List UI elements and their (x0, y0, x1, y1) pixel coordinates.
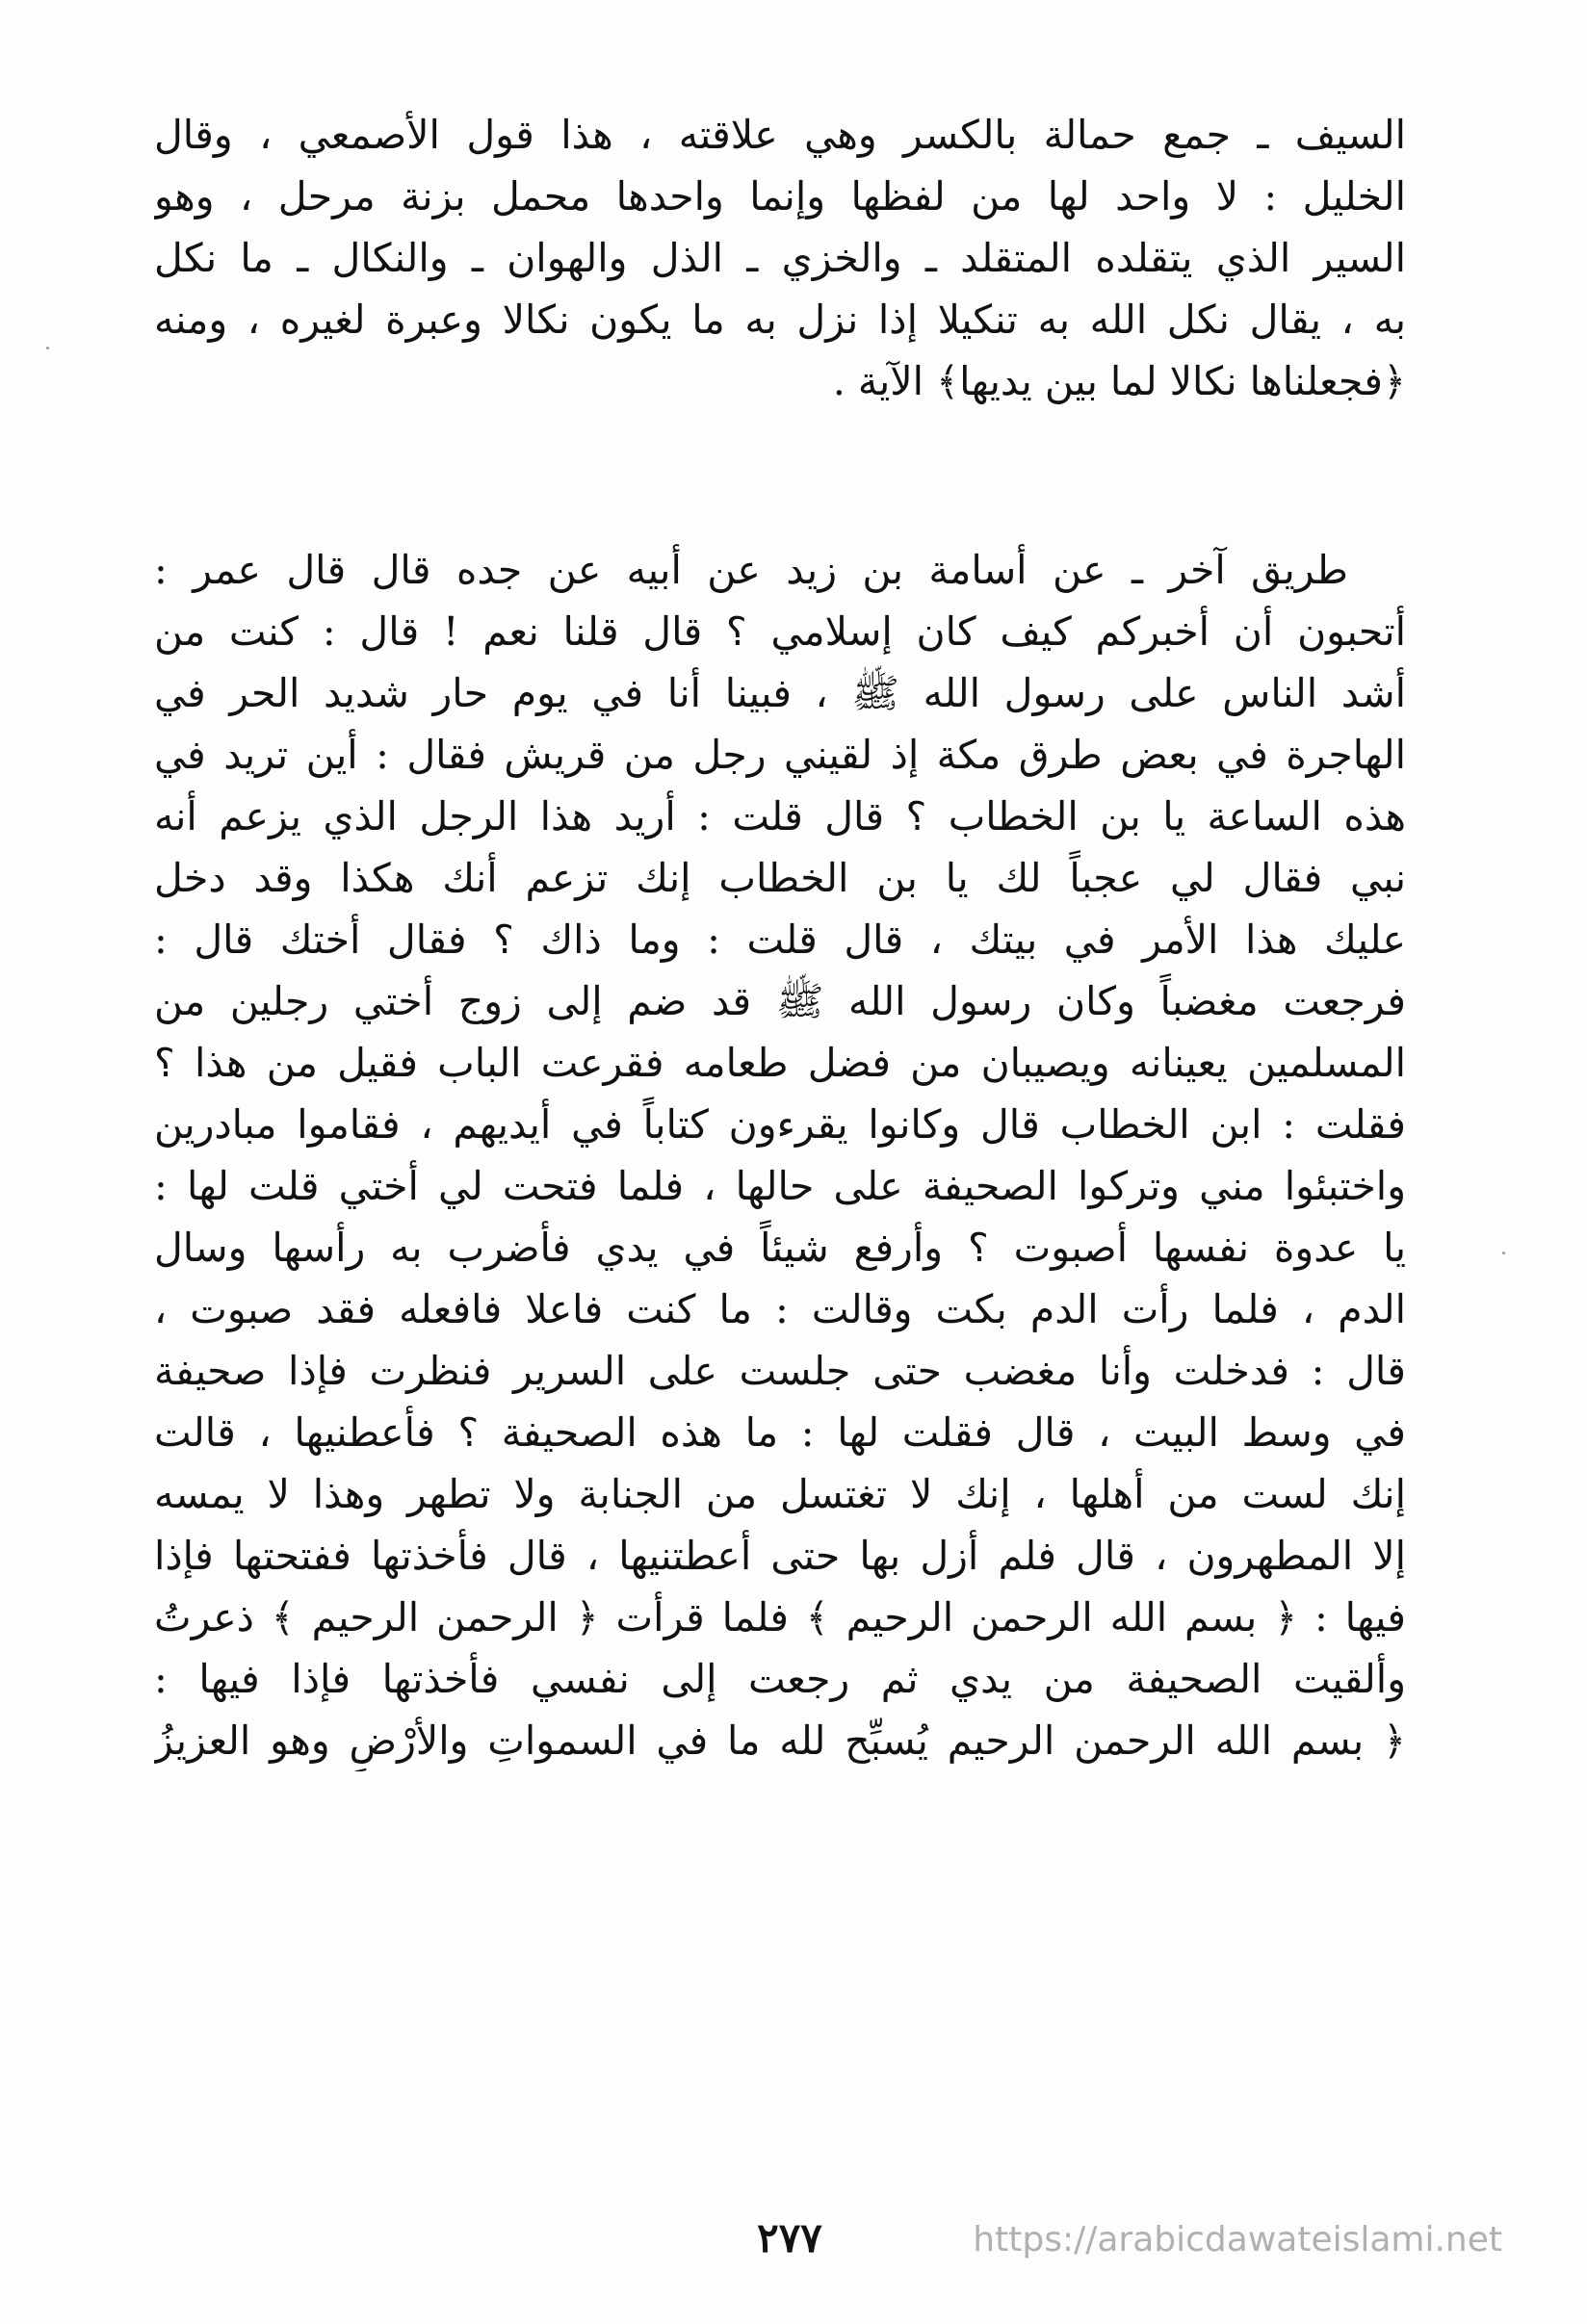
text-line: طريق آخر ـ عن أسامة بن زيد عن أبيه عن جده قال قال عمر : (154, 547, 1348, 593)
text-line: فقلت : ابن الخطاب قال وكانوا يقرءون كتاباً في أيديهم ، فقاموا مبادرين (154, 1101, 1406, 1148)
text-line: ﴿فجعلناها نكالا لما بين يديها﴾ الآية . (832, 358, 1406, 404)
text-line: الدم ، فلما رأت الدم بكت وقالت : ما كنت فاعلا فافعله فقد صبوت ، (154, 1286, 1406, 1332)
text-line: المسلمين يعينانه ويصيبان من فضل طعامه فقرعت الباب فقيل من هذا ؟ (154, 1040, 1406, 1086)
text-line: واختبئوا مني وتركوا الصحيفة على حالها ، فلما فتحت لي أختي قلت لها : (154, 1163, 1406, 1209)
scan-speck (1502, 1252, 1505, 1254)
text-line: الخليل : لا واحد لها من لفظها وإنما واحدها محمل بزنة مرحل ، وهو (154, 173, 1406, 219)
text-line: الهاجرة في بعض طرق مكة إذ لقيني رجل من قريش فقال : أين تريد في (154, 732, 1406, 778)
text-line: هذه الساعة يا بن الخطاب ؟ قال قلت : أريد هذا الرجل الذي يزعم أنه (154, 793, 1406, 839)
text-line: أشد الناس على رسول الله ﷺ ، فبينا أنا في يوم حار شديد الحر في (154, 670, 1406, 716)
text-line: قال : فدخلت وأنا مغضب حتى جلست على السرير فنظرت فإذا صحيفة (154, 1348, 1406, 1394)
text-line: يا عدوة نفسها أصبوت ؟ وأرفع شيئاً في يدي فأضرب به رأسها وسال (154, 1225, 1406, 1271)
text-line: أتحبون أن أخبركم كيف كان إسلامي ؟ قال قلنا نعم ! قال : كنت من (154, 608, 1406, 655)
text-line: عليك هذا الأمر في بيتك ، قال قلت : وما ذاك ؟ فقال أختك قال : (154, 917, 1406, 963)
text-line: إنك لست من أهلها ، إنك لا تغتسل من الجنابة ولا تطهر وهذا لا يمسه (154, 1471, 1406, 1517)
watermark-url[interactable]: https://arabicdawateislami.net (973, 2220, 1502, 2259)
text-line: في وسط البيت ، قال فقلت لها : ما هذه الصحيفة ؟ فأعطنيها ، قالت (154, 1409, 1406, 1456)
text-line: ﴿ بسم الله الرحمن الرحيم يُسبِّح لله ما في السمواتِ والأرْضِ وهو العزيزُ (154, 1717, 1406, 1764)
text-line: نبي فقال لي عجباً لك يا بن الخطاب إنك تزعم أنك هكذا وقد دخل (154, 855, 1406, 901)
page-number: ٢٧٧ (757, 2214, 822, 2261)
scan-speck (46, 347, 49, 349)
text-line: فرجعت مغضباً وكان رسول الله ﷺ قد ضم إلى زوج أختي رجلين من (154, 978, 1406, 1024)
text-line: فيها : ﴿ بسم الله الرحمن الرحيم ﴾ فلما قرأت ﴿ الرحمن الرحيم ﴾ ذعرتُ (154, 1594, 1406, 1640)
text-line: به ، يقال نكل الله به تنكيلا إذا نزل به ما يكون نكالا وعبرة لغيره ، ومنه (154, 297, 1406, 343)
text-line: السيف ـ جمع حمالة بالكسر وهي علاقته ، هذا قول الأصمعي ، وقال (154, 112, 1406, 158)
paragraph-2 (154, 539, 1406, 1771)
text-line: وألقيت الصحيفة من يدي ثم رجعت إلى نفسي فأخذتها فإذا فيها : (154, 1656, 1406, 1702)
text-line: إلا المطهرون ، قال فلم أزل بها حتى أعطتنيها ، قال فأخذتها ففتحتها فإذا (154, 1533, 1406, 1579)
text-line: السير الذي يتقلده المتقلد ـ والخزي ـ الذل والهوان ـ والنكال ـ ما نكل (154, 235, 1406, 281)
paragraph-1 (154, 104, 1406, 412)
